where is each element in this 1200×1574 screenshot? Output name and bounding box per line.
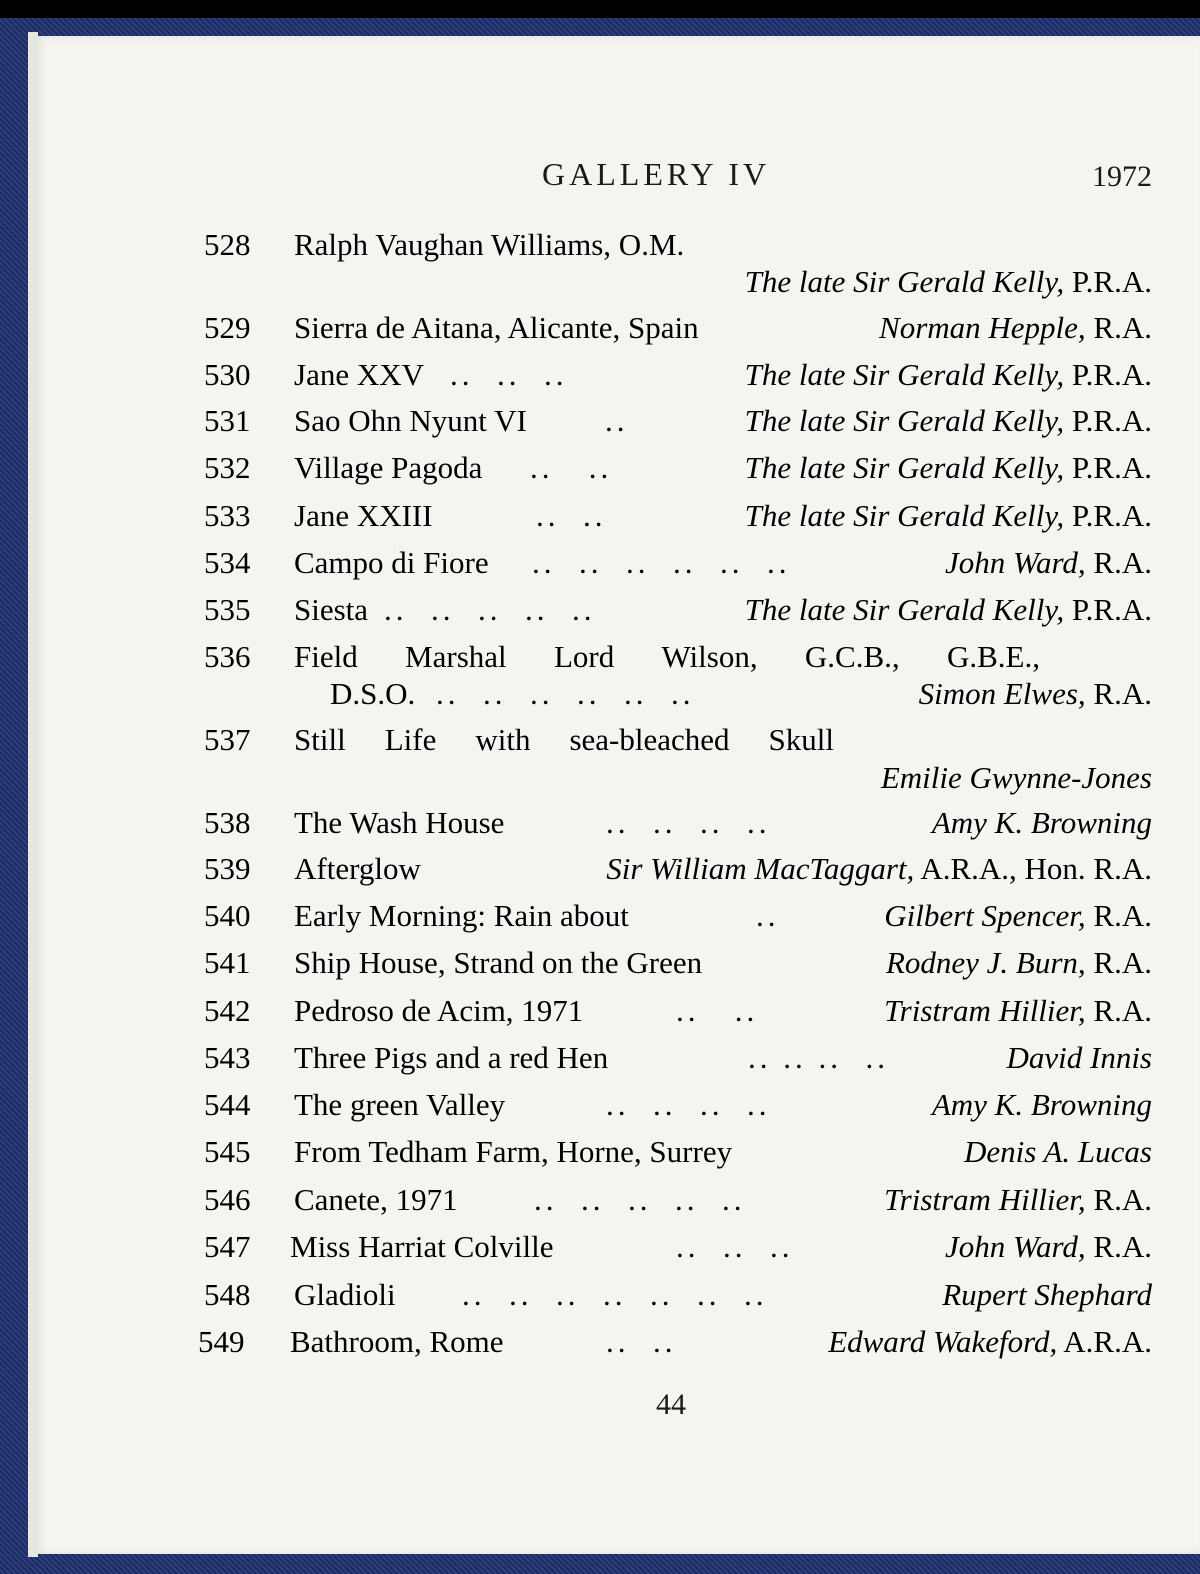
catalogue-number: 543 [204,1040,251,1075]
work-title: Three Pigs and a red Hen [294,1040,609,1075]
entry-535 [0,590,1200,630]
artist-name: Denis A. Lucas [963,1134,1152,1169]
entry-534 [0,543,1200,583]
leader-dots: .. .. [536,498,607,533]
leader-dots: .. .. .. .. [606,1087,771,1122]
leader-dots: .. .. [530,450,613,485]
catalogue-number: 542 [204,993,251,1028]
artist-name: Rodney J. Burn, [885,945,1086,980]
work-title: The green Valley [294,1087,506,1122]
catalogue-number: 536 [204,639,251,674]
work-title: Ralph Vaughan Williams, O.M. [294,227,685,262]
artist-name: Tristram Hillier, [884,993,1086,1028]
catalogue-number: 540 [204,898,251,933]
entry-529 [0,308,1200,348]
artist-honours: R.A. [1093,310,1152,345]
catalogue-number: 548 [204,1277,251,1312]
work-title: Jane XXV [294,357,424,392]
work-title: Sierra de Aitana, Alicante, Spain [294,310,699,345]
work-title: Gladioli [294,1277,396,1312]
entry-528 [0,225,1200,265]
work-title: Jane XXIII [294,498,433,533]
artist-honours: R.A. [1093,945,1152,980]
artist-honours: P.R.A. [1071,403,1152,438]
catalogue-number: 529 [204,310,251,345]
leader-dots: .. .. .. .. .. .. .. [462,1277,768,1312]
artist-name: Emilie Gwynne-Jones [880,760,1152,795]
artist-name: Rupert Shephard [942,1277,1152,1312]
artist-honours: P.R.A. [1071,357,1152,392]
artist-name: John Ward, [945,1229,1086,1264]
entry-533 [0,496,1200,536]
entry-536-cont [0,674,1200,714]
catalogue-number: 546 [204,1182,251,1217]
entry-540 [0,896,1200,936]
work-title: Sao Ohn Nyunt VI [294,403,527,438]
page-number: 44 [656,1388,686,1421]
catalogue-number: 533 [204,498,251,533]
artist-honours: R.A. [1093,993,1152,1028]
entry-541 [0,943,1200,983]
work-title: Canete, 1971 [294,1182,458,1217]
work-title: Village Pagoda [294,450,483,485]
entry-538 [0,803,1200,843]
catalogue-number: 531 [204,403,251,438]
catalogue-number: 547 [204,1229,251,1264]
artist-name: The late Sir Gerald Kelly, [744,357,1065,392]
entry-537-artist [0,758,1200,798]
catalogue-number: 530 [204,357,251,392]
entry-536 [0,637,1200,677]
catalogue-number: 532 [204,450,251,485]
entry-543 [0,1038,1200,1078]
work-title: Afterglow [294,851,421,886]
leader-dots: .. .. .. .. .. [384,592,596,627]
entry-537 [0,720,1200,760]
work-title: Miss Harriat Colville [290,1229,554,1264]
work-title: From Tedham Farm, Horne, Surrey [294,1134,733,1169]
artist-name: The late Sir Gerald Kelly, [744,403,1065,438]
artist-name: John Ward, [945,545,1086,580]
artist-name: Amy K. Browning [931,805,1152,840]
work-title: Bathroom, Rome [290,1324,504,1359]
artist-name: The late Sir Gerald Kelly, [744,592,1065,627]
entry-532 [0,448,1200,488]
catalogue-number: 537 [204,722,251,757]
entry-531 [0,401,1200,441]
artist-name: Amy K. Browning [931,1087,1152,1122]
artist-name: Sir William MacTaggart, [606,851,915,886]
artist-name: Simon Elwes, [918,676,1086,711]
entry-539 [0,849,1200,889]
artist-honours: P.R.A. [1071,264,1152,299]
work-title-continued: D.S.O. [330,676,416,711]
work-title: The Wash House [294,805,505,840]
catalogue-number: 544 [204,1087,251,1122]
work-title: Pedroso de Acim, 1971 [294,993,584,1028]
leader-dots: .. .. .. .. .. [534,1182,746,1217]
artist-name: Norman Hepple, [879,310,1086,345]
entry-545 [0,1132,1200,1172]
catalogue-number: 535 [204,592,251,627]
artist-name: The late Sir Gerald Kelly, [744,498,1065,533]
year-label: 1972 [1092,160,1152,193]
artist-honours: P.R.A. [1071,592,1152,627]
leader-dots: .. .. [676,993,759,1028]
work-title: Campo di Fiore [294,545,489,580]
entry-547 [0,1227,1200,1267]
catalogue-number: 545 [204,1134,251,1169]
artist-honours: A.R.A., Hon. R.A. [920,851,1152,886]
work-title: Still Life with sea-bleached Skull [294,722,834,757]
leader-dots: .. .. .. .. .. .. [532,545,791,580]
entry-544 [0,1085,1200,1125]
artist-name: Gilbert Spencer, [884,898,1086,933]
entry-548 [0,1275,1200,1315]
catalogue-number: 534 [204,545,251,580]
entry-530 [0,355,1200,395]
artist-honours: R.A. [1093,1229,1152,1264]
catalogue-number: 541 [204,945,251,980]
leader-dots: .. .. .. [676,1229,794,1264]
work-title: Siesta [294,592,369,627]
artist-name: The late Sir Gerald Kelly, [744,450,1065,485]
work-title: Early Morning: Rain about [294,898,629,933]
entry-528-artist [0,262,1200,302]
artist-name: The late Sir Gerald Kelly, [744,264,1065,299]
work-title: Field Marshal Lord Wilson, G.C.B., G.B.E., [294,639,1040,674]
artist-name: David Innis [1006,1040,1152,1075]
work-title: Ship House, Strand on the Green [294,945,703,980]
catalogue-number: 528 [204,227,251,262]
entry-542 [0,991,1200,1031]
entry-549 [0,1322,1200,1362]
catalogue-number: 538 [204,805,251,840]
artist-honours: R.A. [1093,676,1152,711]
leader-dots: .. .. .. .. .. .. [436,676,695,711]
artist-honours: P.R.A. [1071,450,1152,485]
artist-honours: P.R.A. [1071,498,1152,533]
artist-honours: R.A. [1093,545,1152,580]
leader-dots: .. .. [606,1324,677,1359]
catalogue-number: 549 [198,1324,245,1359]
catalogue-number: 539 [204,851,251,886]
leader-dots: .. .. .. .. [748,1040,889,1075]
leader-dots: .. .. .. [450,357,568,392]
artist-honours: R.A. [1093,898,1152,933]
entry-546 [0,1180,1200,1220]
leader-dots: .. [605,403,629,438]
artist-name: Edward Wakeford, [828,1324,1058,1359]
gallery-heading: GALLERY IV [542,156,771,192]
artist-name: Tristram Hillier, [884,1182,1086,1217]
artist-honours: A.R.A. [1063,1324,1152,1359]
leader-dots: .. [756,898,780,933]
leader-dots: .. .. .. .. [606,805,771,840]
artist-honours: R.A. [1093,1182,1152,1217]
